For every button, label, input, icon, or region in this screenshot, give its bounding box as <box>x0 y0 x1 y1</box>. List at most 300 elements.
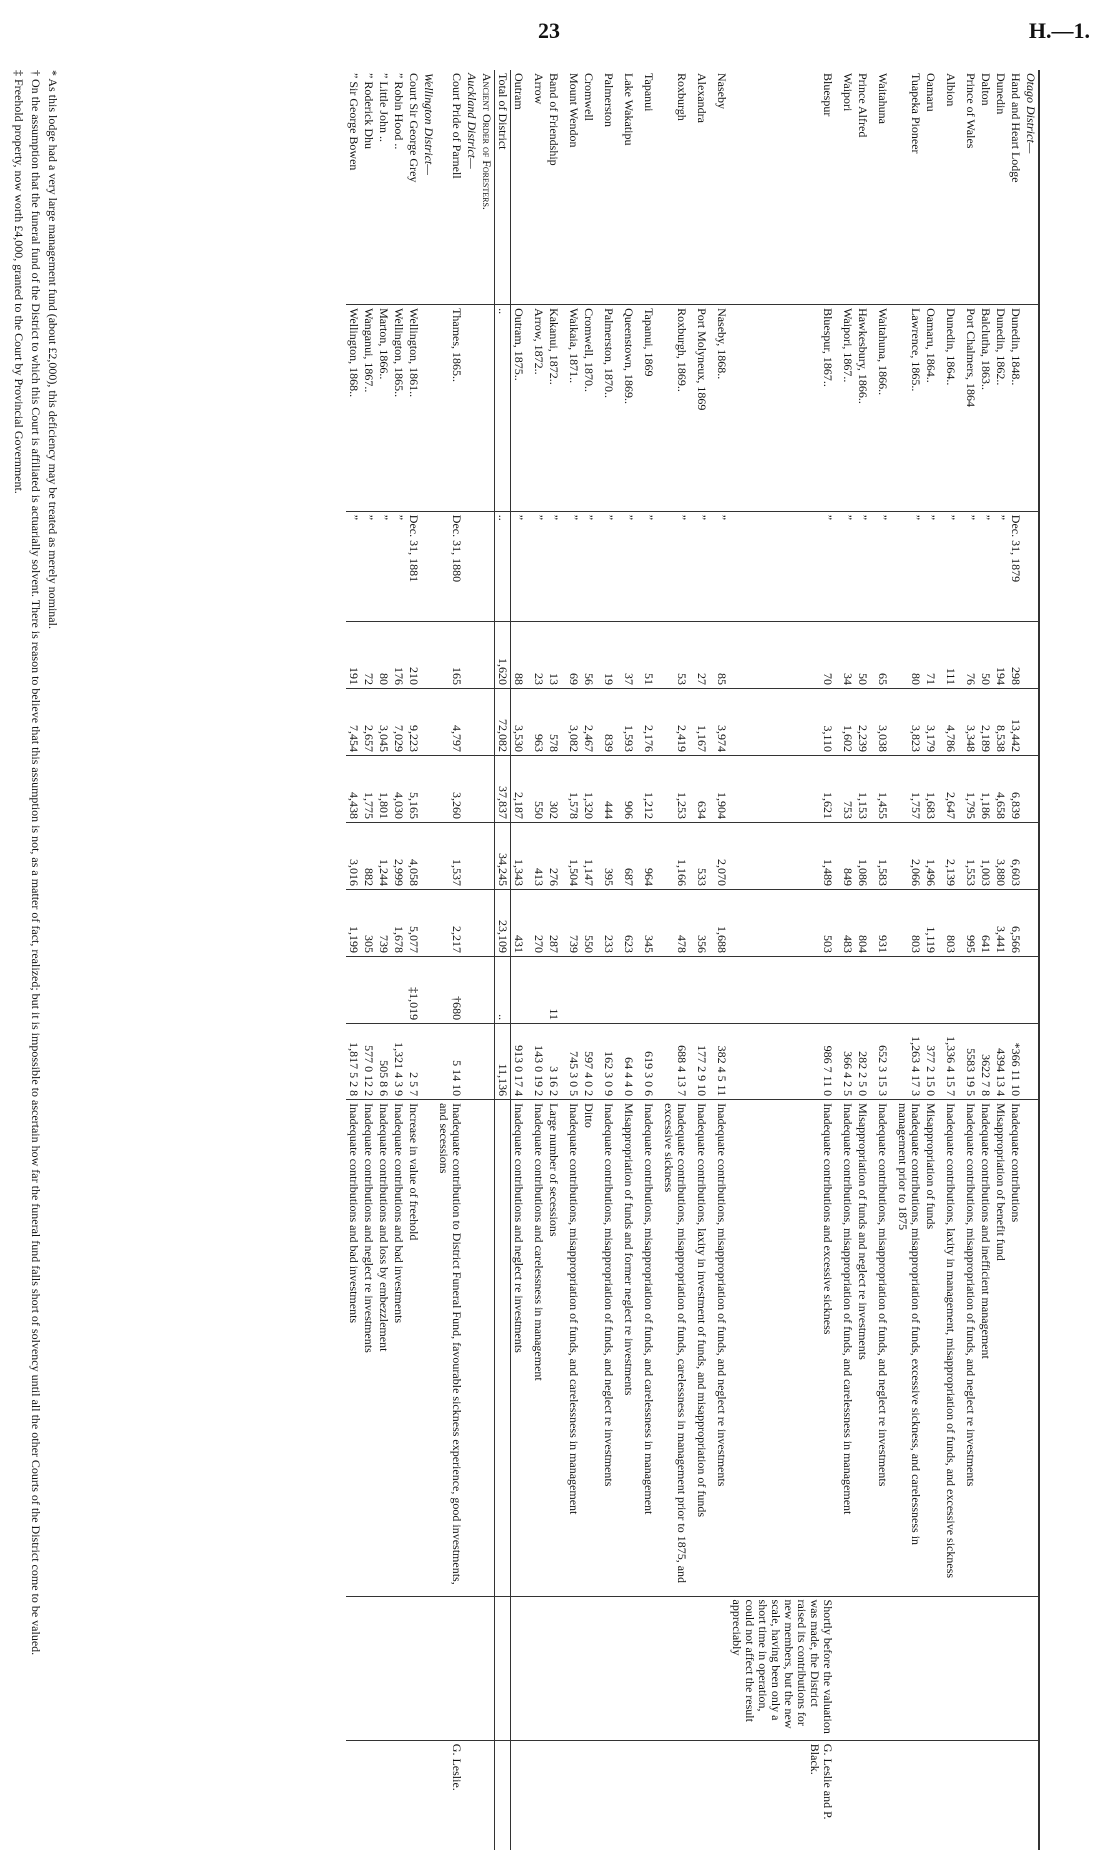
cell-assets-sick: 34,245 <box>495 823 511 890</box>
cell-assets-funeral <box>1023 890 1039 957</box>
cell-liab-sick: 2,419 <box>661 688 694 755</box>
cell-valuer <box>923 1740 943 1850</box>
cell-name: Total of District <box>495 70 511 305</box>
cell-liab-sick: 7,454 <box>346 688 361 755</box>
cell-members: 65 <box>875 621 895 688</box>
cell-name: Prince of Wales <box>964 73 978 149</box>
cell-liab-sick: 72,082 <box>495 688 511 755</box>
cell-place: Thames, 1865.. <box>436 305 464 512</box>
rotated-table-page <box>12 70 1040 1850</box>
cell-deficiency: 1,817 5 2 8 <box>346 1024 361 1100</box>
cell-assets-funeral: 503 <box>729 890 840 957</box>
cell-assets-sick: 2,999 <box>391 823 406 890</box>
cell-assets-funeral: 478 <box>661 890 694 957</box>
page-number: 23 <box>538 18 560 43</box>
cell-assets-funeral: 6,566 <box>1008 890 1023 957</box>
footnote-star: * As this lodge had a very large management fund (about £2,000), this deficiency may be treated as merely nominal. <box>46 70 60 629</box>
cell-assets-sick: 413 <box>531 823 546 890</box>
cell-liab-funeral <box>479 756 495 823</box>
cell-liab-funeral: 1,795 <box>963 756 978 823</box>
table-row <box>406 70 421 1850</box>
cell-assets-sick: 1,537 <box>436 823 464 890</box>
cell-surplus <box>1023 957 1039 1024</box>
cell-members: 210 <box>406 621 421 688</box>
cell-liab-sick <box>479 688 495 755</box>
cell-liab-sick: 2,657 <box>361 688 376 755</box>
cell-surplus <box>601 957 621 1024</box>
cell-assets-sick: 6,603 <box>1008 823 1023 890</box>
cell-place: Tapanui, 1869 <box>641 305 661 512</box>
cell-liab-funeral: 302 <box>546 756 566 823</box>
table-row <box>1008 70 1023 1850</box>
cell-date: ” <box>694 511 714 621</box>
cell-remarks <box>531 1596 546 1740</box>
table-row <box>436 70 464 1850</box>
cell-cause: Inadequate contributions, misappropriation of funds, excessive sickness, and carelessness in management prior to 1875 <box>895 1100 923 1596</box>
table-row <box>840 70 855 1850</box>
cell-assets-sick: 395 <box>601 823 621 890</box>
cell-cause: Inadequate contributions and inefficient management <box>978 1100 993 1596</box>
cell-valuer: G. Leslie and P. Black. <box>729 1740 840 1850</box>
cell-remarks <box>566 1596 581 1740</box>
cell-liab-funeral: 634 <box>694 756 714 823</box>
cell-assets-sick <box>1023 823 1039 890</box>
cell-assets-funeral: 431 <box>511 890 532 957</box>
cell-place: .. <box>495 305 511 512</box>
cell-valuer: G. Leslie. <box>436 1740 464 1850</box>
cell-valuer <box>346 1740 361 1850</box>
cell-place: Bluespur, 1867.. <box>729 305 840 512</box>
cell-assets-sick: 1,489 <box>729 823 840 890</box>
cell-deficiency: 377 2 15 0 <box>923 1024 943 1100</box>
cell-liab-sick: 3,530 <box>511 688 532 755</box>
table-row <box>566 70 581 1850</box>
cell-members: 34 <box>840 621 855 688</box>
cell-liab-sick: 3,348 <box>963 688 978 755</box>
cell-liab-funeral: 4,438 <box>346 756 361 823</box>
cell-deficiency: 1,263 4 17 3 <box>895 1024 923 1100</box>
cell-place: Waikaia, 1871.. <box>566 305 581 512</box>
cell-date: ” <box>581 511 601 621</box>
cell-liab-sick: 963 <box>531 688 546 755</box>
cell-deficiency: 619 3 0 6 <box>641 1024 661 1100</box>
table-row <box>963 70 978 1850</box>
cell-assets-sick: 1,147 <box>581 823 601 890</box>
cell-date: ” <box>361 511 376 621</box>
cell-valuer <box>601 1740 621 1850</box>
cell-name: Waitahuna <box>876 73 890 125</box>
cell-name: Naseby <box>715 73 729 109</box>
cell-name: ” Roderick Dhu <box>362 73 376 149</box>
cell-liab-sick: 578 <box>546 688 566 755</box>
cell-members: 50 <box>855 621 875 688</box>
cell-name: Ancient Order of Foresters. <box>480 73 494 210</box>
cell-name: Oamaru <box>924 73 938 112</box>
cell-valuer <box>566 1740 581 1850</box>
table-row <box>923 70 943 1850</box>
cell-deficiency: 366 4 2 5 <box>840 1024 855 1100</box>
cell-date: Dec. 31, 1881 <box>406 511 421 621</box>
cell-surplus <box>694 957 714 1024</box>
cell-date: ” <box>346 511 361 621</box>
cell-name: Albion <box>944 73 958 107</box>
cell-assets-funeral: 233 <box>601 890 621 957</box>
cell-cause <box>1023 1100 1039 1596</box>
cell-surplus <box>581 957 601 1024</box>
cell-valuer <box>963 1740 978 1850</box>
cell-liab-funeral: 2,187 <box>511 756 532 823</box>
cell-cause: Inadequate contributions and excessive sickness <box>729 1100 840 1596</box>
cell-deficiency: 162 3 0 9 <box>601 1024 621 1100</box>
cell-place: Port Molyneux, 1869 <box>694 305 714 512</box>
cell-surplus <box>923 957 943 1024</box>
cell-liab-funeral: 906 <box>621 756 641 823</box>
cell-members: 23 <box>531 621 546 688</box>
cell-members: 194 <box>993 621 1008 688</box>
cell-liab-funeral: 1,801 <box>376 756 391 823</box>
footnote-dagger: † On the assumption that the funeral fund of the District to which this Court is affiliated is actuarially solvent. There is reason to believe that this assumption is not, as a matter of fact, realized; but it is impossible to ascertain how far the funeral fund falls short of solvency until all the other Courts of the District come to be valued. <box>29 70 43 1656</box>
cell-liab-funeral: 4,030 <box>391 756 406 823</box>
cell-date <box>464 511 479 621</box>
cell-cause: Inadequate contributions, laxity in investment of funds, and misappropriation of funds <box>694 1100 714 1596</box>
cell-liab-sick: 9,223 <box>406 688 421 755</box>
cell-remarks <box>993 1596 1008 1740</box>
cell-place: Lawrence, 1865.. <box>895 305 923 512</box>
cell-place: Wellington, 1868.. <box>346 305 361 512</box>
cell-assets-funeral: 995 <box>963 890 978 957</box>
cell-liab-sick: 7,029 <box>391 688 406 755</box>
cell-valuer <box>376 1740 391 1850</box>
cell-name: Dalton <box>979 73 993 106</box>
cell-liab-funeral: 1,212 <box>641 756 661 823</box>
cell-remarks <box>406 1596 421 1740</box>
cell-place: Dunedin, 1864.. <box>943 305 963 512</box>
cell-cause: Misappropriation of funds and former neglect re investments <box>621 1100 641 1596</box>
cell-remarks <box>436 1596 464 1740</box>
cell-members: 37 <box>621 621 641 688</box>
cell-deficiency: 2 5 7 <box>406 1024 421 1100</box>
cell-remarks <box>694 1596 714 1740</box>
cell-valuer <box>840 1740 855 1850</box>
table-row <box>601 70 621 1850</box>
cell-name: Outram <box>512 73 526 110</box>
cell-surplus <box>943 957 963 1024</box>
cell-assets-funeral: 1,199 <box>346 890 361 957</box>
cell-valuer <box>621 1740 641 1850</box>
cell-name: Tuapeka Pioneer <box>909 73 923 154</box>
table-row <box>661 70 694 1850</box>
cell-liab-funeral: 1,683 <box>923 756 943 823</box>
cell-liab-sick: 2,467 <box>581 688 601 755</box>
cell-date: ” <box>546 511 566 621</box>
cell-place: Waitahuna, 1866.. <box>875 305 895 512</box>
cell-assets-funeral: 803 <box>943 890 963 957</box>
cell-remarks <box>346 1596 361 1740</box>
cell-assets-funeral: 483 <box>840 890 855 957</box>
cell-cause: Large number of secessions <box>546 1100 566 1596</box>
cell-surplus <box>531 957 546 1024</box>
cell-deficiency: 913 0 17 4 <box>511 1024 532 1100</box>
cell-name: ” Little John .. <box>377 73 391 142</box>
cell-valuer <box>978 1740 993 1850</box>
cell-name: Wellington District— <box>422 73 436 175</box>
cell-surplus: .. <box>495 957 511 1024</box>
cell-name: ” Sir George Bowen <box>347 73 361 171</box>
cell-remarks <box>495 1596 511 1740</box>
cell-surplus: ‡1,019 <box>406 957 421 1024</box>
table-row <box>714 70 729 1850</box>
table-body <box>346 70 1039 1850</box>
cell-liab-sick: 2,239 <box>855 688 875 755</box>
cell-valuer <box>391 1740 406 1850</box>
cell-deficiency: 597 4 0 2 <box>581 1024 601 1100</box>
cell-members: 50 <box>978 621 993 688</box>
cell-date <box>421 511 436 621</box>
cell-name: ” Robin Hood .. <box>392 73 406 150</box>
cell-remarks <box>661 1596 694 1740</box>
cell-name: Court Sir George Grey <box>407 73 421 183</box>
cell-name: Palmerston <box>602 73 616 127</box>
cell-assets-sick: 1,166 <box>661 823 694 890</box>
cell-assets-sick: 687 <box>621 823 641 890</box>
table-row <box>943 70 963 1850</box>
cell-liab-sick: 839 <box>601 688 621 755</box>
cell-name: Mount Wendon <box>567 73 581 148</box>
cell-cause: Inadequate contributions, misappropriation of funds, and carelessness in management <box>641 1100 661 1596</box>
cell-date: ” <box>993 511 1008 621</box>
table-row <box>391 70 406 1850</box>
cell-liab-funeral: 37,837 <box>495 756 511 823</box>
cell-date: ” <box>923 511 943 621</box>
cell-valuer <box>694 1740 714 1850</box>
cell-assets-sick: 2,070 <box>714 823 729 890</box>
cell-surplus <box>963 957 978 1024</box>
footnotes <box>9 70 60 1850</box>
cell-date: ” <box>566 511 581 621</box>
cell-surplus <box>993 957 1008 1024</box>
cell-assets-sick: 849 <box>840 823 855 890</box>
cell-members <box>1023 621 1039 688</box>
cell-members: 1,620 <box>495 621 511 688</box>
cell-assets-sick: 1,583 <box>875 823 895 890</box>
cell-deficiency <box>464 1024 479 1100</box>
cell-deficiency: 143 0 19 2 <box>531 1024 546 1100</box>
cell-place <box>464 305 479 512</box>
cell-assets-funeral <box>464 890 479 957</box>
cell-valuer <box>479 1740 495 1850</box>
cell-assets-sick <box>479 823 495 890</box>
cell-date: ” <box>391 511 406 621</box>
cell-valuer <box>1008 1740 1023 1850</box>
cell-members: 70 <box>729 621 840 688</box>
cell-date: ” <box>978 511 993 621</box>
cell-assets-sick: 882 <box>361 823 376 890</box>
cell-surplus <box>346 957 361 1024</box>
cell-cause: Inadequate contribution to District Funeral Fund, favourable sickness experience, good investments, and secessions <box>436 1100 464 1596</box>
cell-deficiency: 986 7 11 0 <box>729 1024 840 1100</box>
cell-remarks <box>943 1596 963 1740</box>
cell-place <box>479 305 495 512</box>
cell-deficiency: 4394 13 4 <box>993 1024 1008 1100</box>
cell-assets-funeral: 739 <box>376 890 391 957</box>
cell-valuer <box>421 1740 436 1850</box>
cell-date <box>479 511 495 621</box>
cell-liab-sick: 3,179 <box>923 688 943 755</box>
cell-assets-funeral <box>479 890 495 957</box>
cell-place: Dunedin, 1862.. <box>993 305 1008 512</box>
cell-members: 165 <box>436 621 464 688</box>
cell-surplus <box>464 957 479 1024</box>
cell-date: ” <box>511 511 532 621</box>
cell-members: 56 <box>581 621 601 688</box>
table-row <box>621 70 641 1850</box>
cell-deficiency: 577 0 12 2 <box>361 1024 376 1100</box>
cell-assets-sick: 4,058 <box>406 823 421 890</box>
cell-place: Waipori, 1867.. <box>840 305 855 512</box>
cell-name: Prince Alfred <box>856 73 870 138</box>
cell-name: Arrow <box>532 73 546 105</box>
cell-name: Bluespur <box>821 73 835 117</box>
cell-surplus <box>621 957 641 1024</box>
cell-cause: Misappropriation of benefit fund <box>993 1100 1008 1596</box>
cell-assets-sick: 1,553 <box>963 823 978 890</box>
cell-remarks <box>641 1596 661 1740</box>
cell-remarks <box>875 1596 895 1740</box>
cell-valuer <box>361 1740 376 1850</box>
cell-liab-funeral: 4,658 <box>993 756 1008 823</box>
cell-remarks <box>581 1596 601 1740</box>
cell-place <box>421 305 436 512</box>
cell-cause: Inadequate contributions and neglect re investments <box>361 1100 376 1596</box>
cell-liab-funeral: 753 <box>840 756 855 823</box>
cell-assets-sick: 533 <box>694 823 714 890</box>
cell-surplus <box>479 957 495 1024</box>
table-row <box>421 70 436 1850</box>
cell-remarks <box>1008 1596 1023 1740</box>
cell-cause: Inadequate contributions, laxity in management, misappropriation of funds, and excessive sickness <box>943 1100 963 1596</box>
cell-liab-sick: 3,110 <box>729 688 840 755</box>
cell-name: Dunedin <box>994 73 1008 115</box>
cell-surplus <box>641 957 661 1024</box>
cell-assets-funeral: 345 <box>641 890 661 957</box>
table-row <box>978 70 993 1850</box>
cell-liab-sick: 3,974 <box>714 688 729 755</box>
cell-remarks: Shortly before the valuation was made, the District raised its contributions for new members, but the new scale, having been only a short time in operation, could not affect the result appreciably <box>729 1596 840 1740</box>
cell-date: ” <box>963 511 978 621</box>
cell-deficiency: 282 2 5 0 <box>855 1024 875 1100</box>
footnote-double-dagger: ‡ Freehold property, now worth £4,000, granted to the Court by Provincial Government. <box>12 70 26 494</box>
cell-date: ” <box>376 511 391 621</box>
table-row <box>855 70 875 1850</box>
cell-surplus <box>391 957 406 1024</box>
cell-place: Dunedin, 1848.. <box>1008 305 1023 512</box>
cell-assets-sick <box>421 823 436 890</box>
cell-members: 85 <box>714 621 729 688</box>
cell-remarks <box>895 1596 923 1740</box>
cell-date: ” <box>531 511 546 621</box>
cell-place: Queenstown, 1869.. <box>621 305 641 512</box>
cell-liab-sick: 2,189 <box>978 688 993 755</box>
cell-assets-funeral: 623 <box>621 890 641 957</box>
cell-assets-sick: 276 <box>546 823 566 890</box>
cell-valuer <box>511 1740 532 1850</box>
cell-date: ” <box>729 511 840 621</box>
cell-surplus <box>376 957 391 1024</box>
cell-liab-sick: 3,045 <box>376 688 391 755</box>
cell-liab-sick: 1,593 <box>621 688 641 755</box>
cell-surplus <box>566 957 581 1024</box>
cell-liab-sick <box>421 688 436 755</box>
cell-assets-sick: 3,016 <box>346 823 361 890</box>
cell-surplus <box>875 957 895 1024</box>
cell-members <box>421 621 436 688</box>
cell-liab-sick: 2,176 <box>641 688 661 755</box>
cell-remarks <box>714 1596 729 1740</box>
table-row <box>511 70 532 1850</box>
cell-members: 27 <box>694 621 714 688</box>
cell-date: ” <box>943 511 963 621</box>
cell-deficiency <box>479 1024 495 1100</box>
cell-deficiency: 5583 19 5 <box>963 1024 978 1100</box>
cell-members <box>464 621 479 688</box>
cell-members: 69 <box>566 621 581 688</box>
cell-surplus <box>855 957 875 1024</box>
cell-date: ” <box>875 511 895 621</box>
cell-assets-sick: 1,504 <box>566 823 581 890</box>
table-row <box>581 70 601 1850</box>
cell-date: ” <box>840 511 855 621</box>
table-row <box>361 70 376 1850</box>
cell-surplus <box>978 957 993 1024</box>
cell-liab-funeral: 2,647 <box>943 756 963 823</box>
cell-cause: Inadequate contributions and carelessness in management <box>531 1100 546 1596</box>
cell-assets-sick: 3,880 <box>993 823 1008 890</box>
cell-surplus <box>361 957 376 1024</box>
cell-cause: Increase in value of freehold <box>406 1100 421 1596</box>
cell-members: 80 <box>895 621 923 688</box>
cell-remarks <box>421 1596 436 1740</box>
cell-remarks <box>464 1596 479 1740</box>
cell-surplus <box>729 957 840 1024</box>
cell-liab-funeral: 1,320 <box>581 756 601 823</box>
cell-cause: Inadequate contributions, misappropriation of funds, and neglect re investments <box>601 1100 621 1596</box>
cell-assets-sick: 1,003 <box>978 823 993 890</box>
cell-remarks <box>621 1596 641 1740</box>
cell-surplus <box>895 957 923 1024</box>
cell-liab-sick: 13,442 <box>1008 688 1023 755</box>
cell-name: Band of Friendship <box>547 73 561 166</box>
cell-members: 191 <box>346 621 361 688</box>
table-row <box>875 70 895 1850</box>
cell-date: .. <box>495 511 511 621</box>
cell-name: Hand and Heart Lodge <box>1009 73 1023 183</box>
cell-cause: Inadequate contributions, misappropriation of funds, and neglect re investments <box>714 1100 729 1596</box>
cell-place: Cromwell, 1870.. <box>581 305 601 512</box>
cell-name: Cromwell <box>582 73 596 121</box>
cell-liab-sick: 3,082 <box>566 688 581 755</box>
cell-remarks <box>391 1596 406 1740</box>
cell-remarks <box>1023 1596 1039 1740</box>
cell-place: Arrow, 1872.. <box>531 305 546 512</box>
cell-valuer <box>661 1740 694 1850</box>
cell-assets-funeral: 287 <box>546 890 566 957</box>
cell-assets-sick <box>464 823 479 890</box>
table-row <box>531 70 546 1850</box>
cell-place: Kakanui, 1872.. <box>546 305 566 512</box>
cell-liab-funeral: 1,621 <box>729 756 840 823</box>
cell-deficiency: 745 3 0 5 <box>566 1024 581 1100</box>
table-row <box>729 70 840 1850</box>
